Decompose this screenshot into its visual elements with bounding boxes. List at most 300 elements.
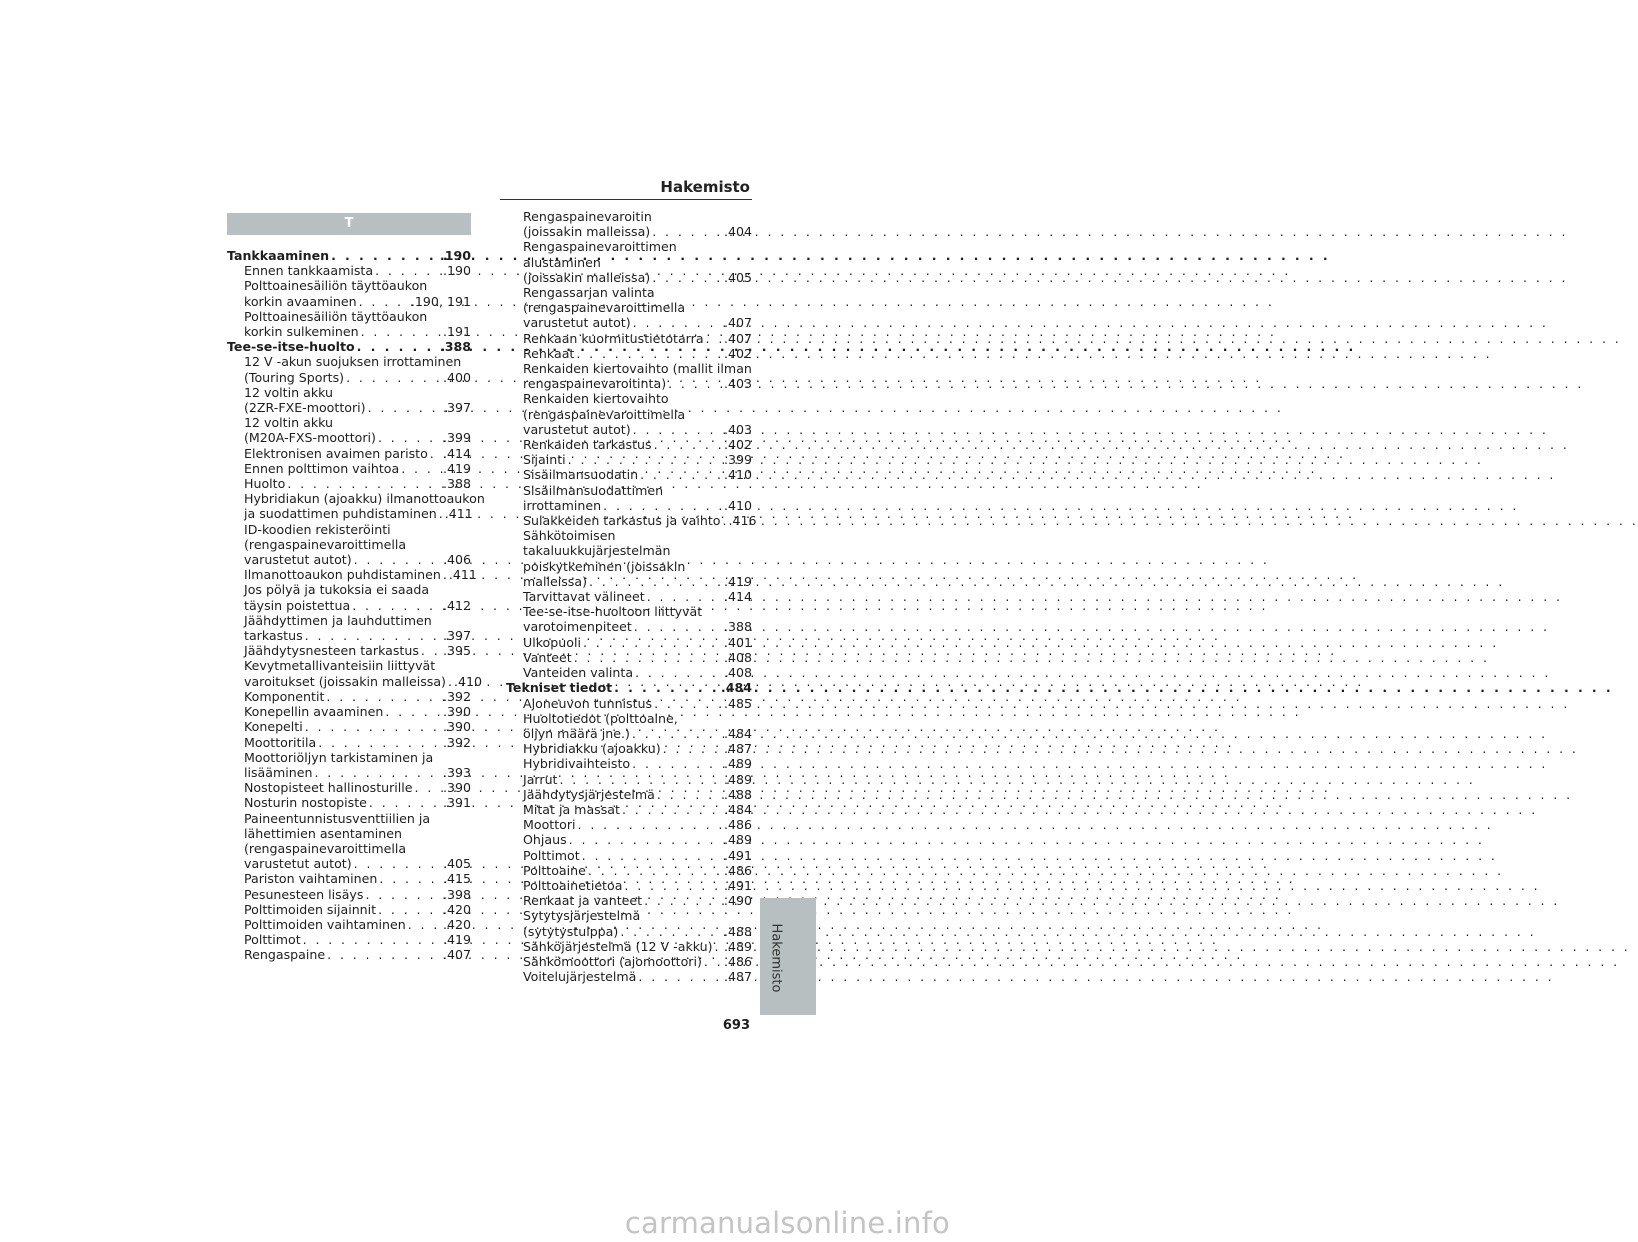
index-entry bbox=[227, 628, 471, 643]
dot-leader bbox=[314, 765, 442, 780]
index-entry bbox=[227, 932, 471, 947]
index-entry bbox=[227, 522, 471, 537]
dot-leader bbox=[574, 650, 724, 665]
entry-page-number: .407 bbox=[442, 947, 471, 963]
dot-leader bbox=[385, 704, 443, 719]
entry-text: Rengaspainevaroitin bbox=[523, 209, 652, 224]
entry-text: takaluukkujärjestelmän bbox=[523, 543, 671, 559]
index-entry bbox=[227, 446, 471, 461]
index-entry bbox=[506, 331, 752, 346]
index-entry bbox=[506, 665, 752, 680]
entry-text: Jarrut bbox=[523, 771, 558, 787]
dot-leader bbox=[583, 635, 724, 650]
index-entry bbox=[227, 567, 477, 583]
index-entry bbox=[227, 430, 471, 445]
entry-text: varustetut autot) bbox=[523, 315, 631, 331]
dot-leader bbox=[415, 780, 443, 795]
entry-text: Rengaspainevaroittimen bbox=[523, 239, 677, 255]
entry-page-number: .388 bbox=[723, 619, 752, 635]
entry-page-number: .484 bbox=[723, 725, 752, 741]
entry-text: Hybridiakun (ajoakku) ilmanottoaukon bbox=[244, 491, 485, 507]
index-entry bbox=[506, 255, 752, 270]
entry-page-number: .398 bbox=[442, 886, 471, 902]
index-entry bbox=[227, 871, 471, 886]
entry-text: Polttoainetietoa bbox=[523, 877, 623, 893]
entry-text: varustetut autot) bbox=[244, 856, 352, 872]
index-entry bbox=[506, 452, 752, 467]
entry-page-number: .420 bbox=[442, 916, 471, 932]
entry-text: Pesunesteen lisäys bbox=[244, 886, 364, 902]
entry-page-number: .412 bbox=[442, 597, 471, 613]
entry-page-number: .390 bbox=[442, 719, 471, 735]
index-entry bbox=[506, 939, 752, 954]
entry-page-number: .395 bbox=[442, 643, 471, 659]
entry-text: (joissakin malleissa) bbox=[523, 269, 651, 285]
dot-leader bbox=[369, 795, 443, 810]
entry-page-number: .487 bbox=[723, 741, 752, 757]
entry-page-number: .408 bbox=[723, 649, 752, 665]
index-entry bbox=[506, 437, 752, 452]
entry-text: Vanteiden valinta bbox=[523, 665, 634, 681]
dot-leader bbox=[632, 726, 724, 741]
index-entry bbox=[227, 811, 471, 826]
index-entry bbox=[227, 324, 471, 339]
dot-leader bbox=[663, 741, 724, 756]
dot-leader bbox=[706, 331, 724, 346]
dot-leader bbox=[378, 430, 443, 445]
entry-page-number: .401 bbox=[723, 634, 752, 650]
index-entry bbox=[506, 407, 752, 422]
index-entry bbox=[506, 969, 752, 984]
entry-text: varustetut autot) bbox=[523, 421, 631, 437]
index-entry bbox=[506, 483, 752, 498]
index-entry bbox=[227, 689, 471, 704]
entry-text: Polttimoiden sijainnit bbox=[244, 901, 377, 917]
entry-page-number: .397 bbox=[442, 400, 471, 416]
dot-leader bbox=[654, 696, 724, 711]
entry-text: täysin poistettua bbox=[244, 597, 351, 613]
index-entry bbox=[227, 887, 471, 902]
entry-text: Konepelti bbox=[244, 719, 303, 735]
entry-page-number: .406 bbox=[442, 552, 471, 568]
dot-leader bbox=[647, 589, 724, 604]
dot-leader bbox=[632, 756, 724, 771]
entry-page-number: .404 bbox=[723, 224, 752, 240]
entry-page-number: .410 bbox=[453, 673, 483, 689]
dot-leader bbox=[652, 270, 724, 285]
entry-text: Ennen tankkaamista bbox=[244, 263, 374, 279]
entry-text: Jäähdytysjärjestelmä bbox=[523, 786, 655, 802]
entry-text: Sähkötoimisen bbox=[523, 528, 616, 544]
dot-leader bbox=[633, 422, 724, 437]
index-entry bbox=[506, 209, 752, 224]
entry-text: Kevytmetallivanteisiin liittyvät bbox=[244, 658, 436, 674]
dot-leader bbox=[359, 294, 411, 309]
entry-page-number: .487 bbox=[723, 969, 752, 985]
entry-text: rengaspainevaroitinta) bbox=[523, 376, 667, 392]
entry-text: Sähköjärjestelmä (12 V -akku) bbox=[523, 938, 713, 954]
index-entry bbox=[506, 726, 752, 741]
index-entry bbox=[506, 787, 752, 802]
header-divider bbox=[500, 199, 752, 200]
entry-text: Polttimot bbox=[523, 847, 580, 863]
index-entry bbox=[506, 422, 752, 437]
dot-leader bbox=[375, 263, 443, 278]
entry-page-number: .407 bbox=[723, 330, 752, 346]
index-entry bbox=[506, 863, 752, 878]
dot-leader bbox=[569, 832, 724, 847]
entry-text: alustaminen bbox=[523, 254, 601, 270]
side-tab-label: Hakemisto bbox=[768, 923, 784, 993]
entry-page-number: .484 bbox=[723, 801, 752, 817]
entry-page-number: .411 bbox=[444, 506, 473, 522]
dot-leader bbox=[401, 461, 443, 476]
entry-page-number: .400 bbox=[442, 369, 471, 385]
index-entry bbox=[227, 826, 471, 841]
entry-text: Renkaat ja vanteet bbox=[523, 893, 643, 909]
index-entry bbox=[227, 719, 471, 734]
index-entry bbox=[506, 559, 752, 574]
entry-text: Rengaspaine bbox=[244, 947, 326, 963]
index-entry bbox=[227, 370, 471, 385]
entry-text: Tee-se-itse-huolto bbox=[227, 339, 355, 355]
entry-page-number: .419 bbox=[442, 460, 471, 476]
dot-leader bbox=[578, 817, 724, 832]
index-entry bbox=[506, 756, 752, 771]
entry-page-number: .415 bbox=[442, 871, 471, 887]
entry-text: Sijainti bbox=[523, 452, 566, 468]
dot-leader bbox=[421, 643, 443, 658]
watermark-text: carmanualsonline.info bbox=[624, 1206, 950, 1240]
index-entry bbox=[227, 643, 471, 658]
entry-page-number: .402 bbox=[723, 345, 752, 361]
entry-text: Moottoriöljyn tarkistaminen ja bbox=[244, 749, 434, 765]
entry-page-number: .414 bbox=[442, 445, 471, 461]
index-entry bbox=[506, 498, 752, 513]
index-entry bbox=[227, 780, 471, 795]
entry-text: Moottoritila bbox=[244, 734, 317, 750]
dot-leader bbox=[318, 735, 443, 750]
entry-text: Ilmanottoaukon puhdistaminen bbox=[244, 567, 441, 583]
index-entry bbox=[227, 278, 471, 293]
entry-text: Paineentunnistusventtiilien ja bbox=[244, 810, 431, 826]
entry-text: varotoimenpiteet bbox=[523, 619, 632, 635]
entry-text: lisääminen bbox=[244, 764, 313, 780]
index-entry bbox=[227, 673, 483, 689]
entry-page-number: .407 bbox=[723, 315, 752, 331]
entry-text: Tarvittavat välineet bbox=[523, 589, 645, 605]
entry-text: 12 voltin akku bbox=[244, 415, 334, 431]
index-entry bbox=[506, 513, 757, 529]
index-entry bbox=[227, 947, 471, 962]
index-entry bbox=[506, 467, 752, 482]
entry-page-number: .411 bbox=[448, 567, 477, 583]
entry-page-number: .410 bbox=[723, 467, 752, 483]
entry-page-number: .388 bbox=[442, 476, 471, 492]
entry-page-number: .405 bbox=[442, 856, 471, 872]
entry-text: Polttoainesäiliön täyttöaukon bbox=[244, 308, 428, 324]
entry-text: Ulkopuoli bbox=[523, 634, 581, 650]
index-entry bbox=[227, 552, 471, 567]
dot-leader bbox=[582, 848, 724, 863]
index-entry bbox=[227, 400, 471, 415]
entry-page-number: .484 bbox=[720, 680, 752, 696]
index-entry bbox=[227, 491, 485, 507]
index-entry bbox=[227, 841, 471, 856]
entry-page-number: .402 bbox=[723, 437, 752, 453]
entry-text: Elektronisen avaimen paristo bbox=[244, 445, 428, 461]
entry-text: Polttoaine bbox=[523, 862, 586, 878]
index-entry bbox=[506, 832, 752, 847]
entry-page-number: .397 bbox=[442, 628, 471, 644]
entry-page-number: .190 bbox=[439, 248, 471, 263]
entry-text: Nosturin nostopiste bbox=[244, 795, 367, 811]
dot-leader bbox=[346, 370, 443, 385]
entry-page-number: .388 bbox=[439, 339, 471, 355]
entry-text: 12 V -akun suojuksen irrottaminen bbox=[244, 354, 462, 370]
entry-text: Huoltotiedot (polttoaine, bbox=[523, 710, 678, 726]
entry-text: Polttoainesäiliön täyttöaukon bbox=[244, 278, 428, 294]
index-entry bbox=[506, 391, 752, 406]
dot-leader bbox=[715, 939, 724, 954]
entry-text: Jos pölyä ja tukoksia ei saada bbox=[244, 582, 430, 598]
entry-page-number: .488 bbox=[723, 923, 752, 939]
page-number: 693 bbox=[722, 1018, 750, 1033]
index-entry bbox=[506, 285, 752, 300]
entry-text: Jäähdytysnesteen tarkastus bbox=[244, 643, 419, 659]
dot-leader bbox=[652, 224, 724, 239]
entry-page-number: .190 bbox=[442, 263, 471, 279]
dot-leader bbox=[378, 902, 443, 917]
dot-leader bbox=[589, 574, 724, 589]
entry-text: Hybridivaihteisto bbox=[523, 756, 631, 772]
index-entry bbox=[227, 765, 471, 780]
index-entry bbox=[506, 224, 752, 239]
entry-page-number: .491 bbox=[723, 877, 752, 893]
index-entry bbox=[227, 856, 471, 871]
index-entry bbox=[506, 848, 752, 863]
entry-text: Tee-se-itse-huoltoon liittyvät bbox=[523, 604, 703, 620]
entry-page-number: .191 bbox=[442, 324, 471, 340]
entry-text: Sisäilmansuodattimen bbox=[523, 482, 664, 498]
entry-text: Komponentit bbox=[244, 688, 325, 704]
section-letter-band: T bbox=[227, 213, 471, 235]
running-header-title: Hakemisto bbox=[660, 178, 750, 196]
entry-page-number: .393 bbox=[442, 764, 471, 780]
entry-text: Sisäilmansuodatin bbox=[523, 467, 639, 483]
entry-text: Hybridiakku (ajoakku) bbox=[523, 741, 661, 757]
entry-text: korkin sulkeminen bbox=[244, 324, 359, 340]
entry-page-number: .489 bbox=[723, 756, 752, 772]
entry-text: 12 voltin akku bbox=[244, 384, 334, 400]
entry-text: ID-koodien rekisteröinti bbox=[244, 521, 391, 537]
dot-leader bbox=[640, 467, 724, 482]
entry-text: Jäähdyttimen ja lauhduttimen bbox=[244, 612, 432, 628]
index-entry bbox=[227, 461, 471, 476]
dot-leader bbox=[638, 969, 724, 984]
index-entry bbox=[506, 893, 752, 908]
entry-text: malleissa) bbox=[523, 573, 587, 589]
index-entry bbox=[506, 711, 752, 726]
entry-text: Polttimoiden vaihtaminen bbox=[244, 916, 406, 932]
entry-text: Konepellin avaaminen bbox=[244, 704, 384, 720]
index-entry bbox=[506, 604, 752, 619]
dot-leader bbox=[331, 248, 440, 263]
entry-text: öljyn määrä jne.) bbox=[523, 725, 630, 741]
index-main-entry bbox=[227, 248, 471, 263]
entry-page-number: .399 bbox=[442, 430, 471, 446]
entry-text: irrottaminen bbox=[523, 497, 602, 513]
index-entry bbox=[506, 361, 752, 376]
dot-leader bbox=[354, 552, 443, 567]
entry-page-number: .486 bbox=[723, 817, 752, 833]
index-entry bbox=[227, 917, 471, 932]
index-entry bbox=[506, 878, 752, 893]
entry-text: Sytytysjärjestelmä bbox=[523, 908, 641, 924]
entry-page-number: .190, 191 bbox=[410, 293, 471, 309]
entry-page-number: .489 bbox=[723, 938, 752, 954]
entry-text: (Touring Sports) bbox=[244, 369, 345, 385]
entry-text: Renkaiden kiertovaihto bbox=[523, 391, 669, 407]
entry-page-number: .391 bbox=[442, 795, 471, 811]
entry-text: Nostopisteet hallinosturille bbox=[244, 780, 413, 796]
dot-leader bbox=[361, 324, 443, 339]
index-entry bbox=[227, 476, 471, 491]
entry-page-number: .489 bbox=[723, 771, 752, 787]
dot-leader bbox=[614, 680, 721, 695]
dot-leader bbox=[357, 339, 440, 354]
entry-text: (rengaspainevaroittimella bbox=[523, 406, 686, 422]
dot-leader bbox=[568, 452, 724, 467]
dot-leader bbox=[633, 315, 724, 330]
entry-page-number: .403 bbox=[723, 376, 752, 392]
index-column-left bbox=[227, 248, 485, 963]
entry-page-number: .485 bbox=[723, 695, 752, 711]
entry-page-number: .486 bbox=[723, 862, 752, 878]
entry-text: Ennen polttimon vaihtoa bbox=[244, 460, 400, 476]
entry-text: Renkaat bbox=[523, 345, 575, 361]
index-entry bbox=[506, 315, 752, 330]
entry-page-number: .416 bbox=[728, 513, 757, 529]
index-entry bbox=[227, 704, 471, 719]
dot-leader bbox=[635, 665, 724, 680]
index-entry bbox=[227, 385, 471, 400]
entry-text: varustetut autot) bbox=[244, 552, 352, 568]
index-entry bbox=[506, 619, 752, 634]
dot-leader bbox=[408, 917, 443, 932]
index-entry bbox=[506, 954, 752, 969]
entry-page-number: .390 bbox=[442, 704, 471, 720]
entry-page-number: .419 bbox=[723, 573, 752, 589]
index-entry bbox=[506, 635, 752, 650]
entry-text: Voitelujärjestelmä bbox=[523, 969, 637, 985]
entry-page-number: .403 bbox=[723, 421, 752, 437]
dot-leader bbox=[654, 437, 724, 452]
dot-leader bbox=[430, 446, 443, 461]
index-column-right bbox=[506, 209, 757, 985]
index-entry bbox=[227, 506, 471, 521]
index-entry bbox=[506, 574, 752, 589]
index-entry bbox=[506, 300, 752, 315]
entry-text: (2ZR-FXE-moottori) bbox=[244, 400, 366, 416]
index-entry bbox=[506, 741, 752, 756]
index-entry bbox=[227, 537, 471, 552]
entry-text: (rengaspainevaroittimella bbox=[523, 300, 686, 316]
entry-text: Renkaiden kiertovaihto (mallit ilman bbox=[523, 361, 752, 377]
entry-text: Polttimot bbox=[244, 932, 301, 948]
dot-leader bbox=[588, 863, 724, 878]
entry-text: Tankkaaminen bbox=[227, 248, 330, 263]
index-entry bbox=[506, 924, 752, 939]
index-entry bbox=[227, 309, 471, 324]
entry-text: Tekniset tiedot bbox=[506, 680, 613, 696]
entry-text: Renkaan kuormitustietotarra bbox=[523, 330, 704, 346]
dot-leader bbox=[560, 772, 724, 787]
index-main-entry bbox=[506, 680, 752, 695]
dot-leader bbox=[668, 376, 724, 391]
entry-page-number: .392 bbox=[442, 688, 471, 704]
index-entry bbox=[227, 795, 471, 810]
dot-leader bbox=[368, 400, 443, 415]
index-entry bbox=[227, 582, 471, 597]
entry-page-number: .410 bbox=[723, 497, 752, 513]
dot-leader bbox=[379, 871, 443, 886]
entry-text: Pariston vaihtaminen bbox=[244, 871, 378, 887]
index-entry bbox=[506, 802, 752, 817]
index-entry bbox=[506, 528, 752, 543]
entry-page-number: .420 bbox=[442, 901, 471, 917]
dot-leader bbox=[634, 619, 724, 634]
index-entry bbox=[506, 817, 752, 832]
index-entry bbox=[506, 346, 752, 361]
index-entry bbox=[506, 270, 752, 285]
entry-page-number: .414 bbox=[723, 589, 752, 605]
entry-page-number: .408 bbox=[723, 665, 752, 681]
dot-leader bbox=[624, 878, 724, 893]
dot-leader bbox=[644, 893, 724, 908]
index-entry bbox=[227, 902, 471, 917]
dot-leader bbox=[657, 787, 724, 802]
entry-text: Sähkömoottori (ajomoottori) bbox=[523, 953, 702, 969]
dot-leader bbox=[576, 346, 724, 361]
entry-page-number: .486 bbox=[723, 953, 752, 969]
entry-page-number: .392 bbox=[442, 734, 471, 750]
entry-text: varoitukset (joissakin malleissa) bbox=[244, 673, 446, 689]
index-entry bbox=[506, 239, 752, 254]
entry-text: lähettimien asentaminen bbox=[244, 825, 402, 841]
index-entry bbox=[227, 735, 471, 750]
entry-text: Rengassarjan valinta bbox=[523, 285, 655, 301]
entry-page-number: .399 bbox=[723, 452, 752, 468]
entry-text: korkin avaaminen bbox=[244, 293, 357, 309]
entry-text: poiskytkeminen (joissakin bbox=[523, 558, 686, 574]
entry-text: (M20A-FXS-moottori) bbox=[244, 430, 376, 446]
entry-text: tarkastus bbox=[244, 628, 303, 644]
entry-page-number: .488 bbox=[723, 786, 752, 802]
index-entry bbox=[227, 294, 471, 309]
index-entry bbox=[227, 658, 471, 673]
dot-leader bbox=[326, 689, 443, 704]
dot-leader bbox=[603, 498, 724, 513]
index-entry bbox=[506, 376, 752, 391]
index-entry bbox=[227, 750, 471, 765]
dot-leader bbox=[305, 719, 443, 734]
entry-page-number: .390 bbox=[442, 780, 471, 796]
dot-leader bbox=[303, 932, 443, 947]
dot-leader bbox=[622, 802, 724, 817]
entry-text: Vanteet bbox=[523, 649, 572, 665]
index-entry bbox=[506, 650, 752, 665]
